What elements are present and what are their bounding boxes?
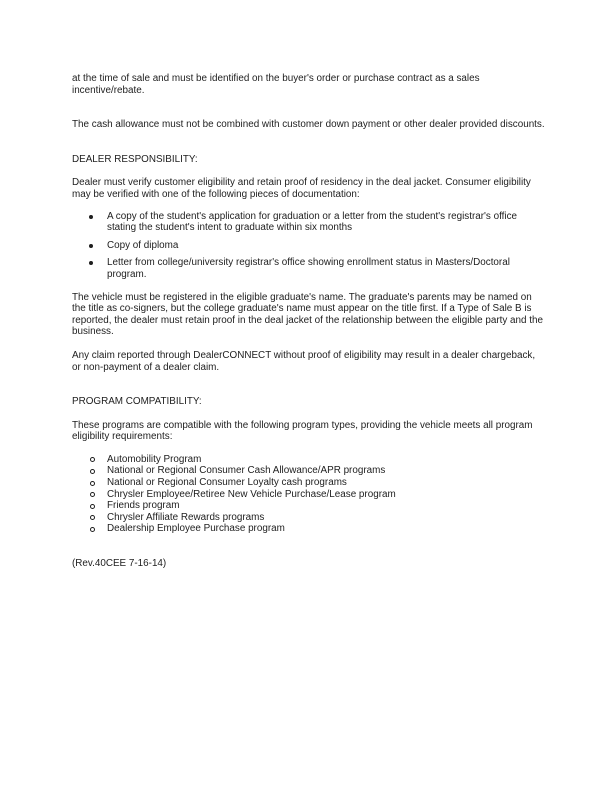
- circle-bullet-icon: [90, 481, 95, 486]
- intro-paragraph-2: The cash allowance must not be combined with customer down payment or other dealer provided discounts.: [72, 119, 545, 131]
- program-list-item: National or Regional Consumer Cash Allowance/APR programs: [72, 465, 546, 477]
- dealer-paragraph-1: Dealer must verify customer eligibility and retain proof of residency in the deal jacket. Consumer eligibility may be verified with one of the following pieces of documentation:: [72, 177, 531, 200]
- program-list-item: National or Regional Consumer Loyalty cash programs: [72, 477, 546, 489]
- dealer-paragraph-3: Any claim reported through DealerCONNECT without proof of eligibility may result in a dealer chargeback, or non-payment of a dealer claim.: [72, 349, 536, 373]
- program-list-item: Chrysler Employee/Retiree New Vehicle Purchase/Lease program: [72, 489, 546, 501]
- program-list-item: Dealership Employee Purchase program: [72, 523, 546, 535]
- bullet-icon: [89, 215, 93, 219]
- circle-bullet-icon: [90, 527, 95, 532]
- circle-bullet-icon: [90, 457, 95, 462]
- program-list: [72, 454, 546, 535]
- circle-bullet-icon: [90, 504, 95, 509]
- circle-bullet-icon: [90, 492, 95, 497]
- document-page: [72, 73, 546, 570]
- program-compatibility-heading: PROGRAM COMPATIBILITY:: [72, 396, 202, 408]
- circle-bullet-icon: [90, 469, 95, 474]
- dealer-responsibility-heading: DEALER RESPONSIBILITY:: [72, 153, 198, 165]
- program-list-item: Friends program: [72, 500, 546, 512]
- compat-paragraph-1: These programs are compatible with the following program types, providing the vehicle meets all program eligibility requirements:: [72, 419, 533, 443]
- bullet-icon: [89, 244, 93, 248]
- intro-paragraph-1: at the time of sale and must be identified on the buyer's order or purchase contract as a sales incentive/rebate.: [72, 73, 480, 96]
- documentation-list: [72, 211, 546, 281]
- documentation-list-item: Copy of diploma: [72, 240, 546, 252]
- revision-note: (Rev.40CEE 7-16-14): [72, 558, 167, 570]
- circle-bullet-icon: [90, 515, 95, 520]
- documentation-list-item: A copy of the student's application for graduation or a letter from the student's registrar's office stating the student's intent to graduate within six months: [72, 211, 546, 234]
- dealer-paragraph-2: The vehicle must be registered in the eligible graduate's name. The graduate's parents may be named on the title as co-signers, but the college graduate's name must appear on the title first. If a Type of Sale B is reported, the dealer must retain proof in the deal jacket of the relationship between the eligible party and the business.: [72, 291, 544, 338]
- program-list-item: Chrysler Affiliate Rewards programs: [72, 512, 546, 524]
- documentation-list-item: Letter from college/university registrar's office showing enrollment status in Masters/Doctoral program.: [72, 257, 546, 280]
- program-list-item: Automobility Program: [72, 454, 546, 466]
- bullet-icon: [89, 261, 93, 265]
